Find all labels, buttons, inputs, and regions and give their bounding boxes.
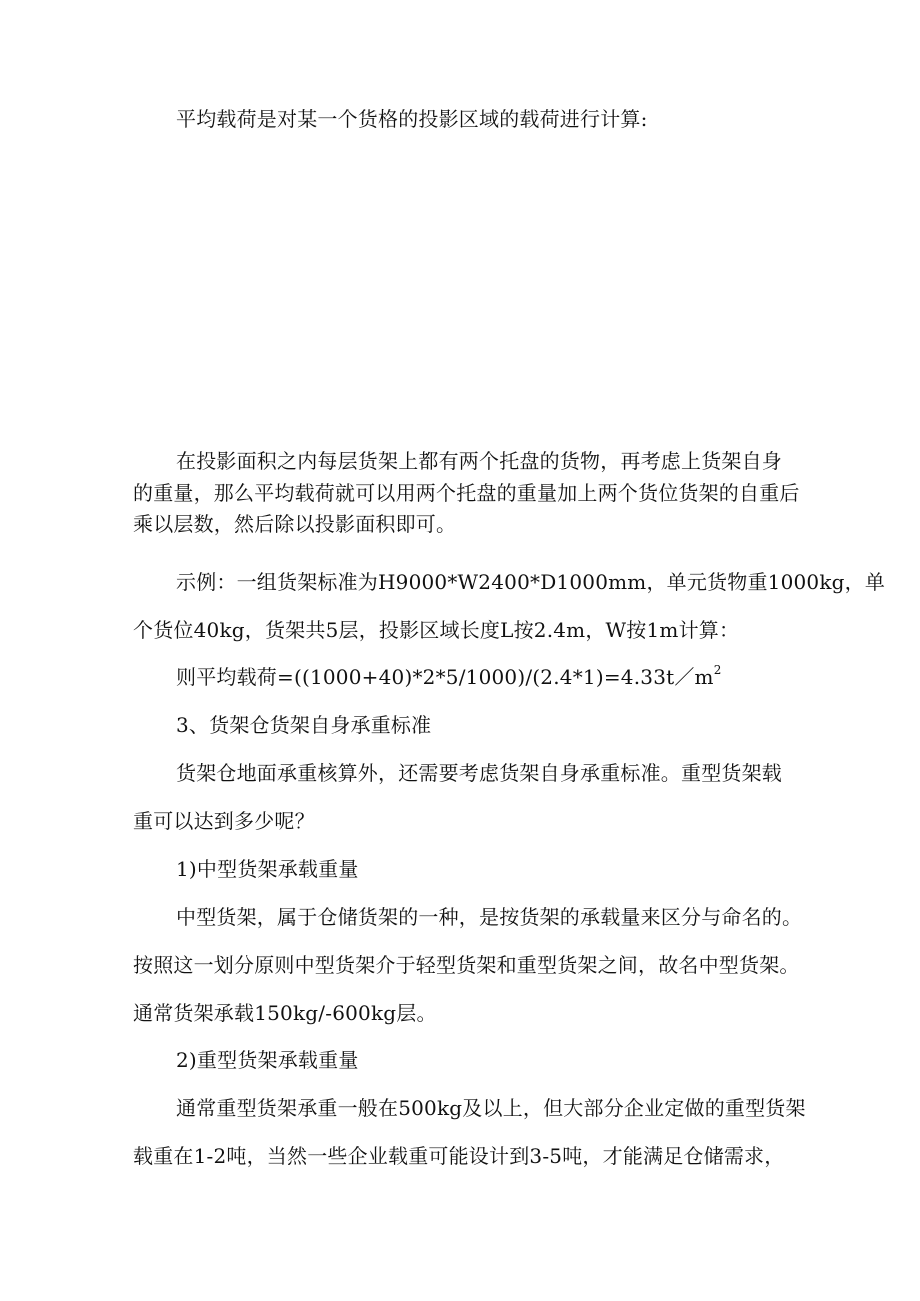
paragraph-floor-load-line-1: 货架仓地面承重核算外，还需要考虑货架自身承重标准。重型货架载	[176, 761, 782, 785]
paragraph-heavy-rack-line-1: 通常重型货架承重一般在500kg及以上，但大部分企业定做的重型货架	[176, 1096, 806, 1120]
paragraph-heavy-rack-line-2: 载重在1-2吨，当然一些企业载重可能设计到3-5吨，才能满足仓储需求，	[133, 1144, 785, 1168]
paragraph-floor-load-line-2: 重可以达到多少呢？	[133, 809, 315, 833]
formula-average-load	[176, 663, 722, 691]
paragraph-projection-line-1: 在投影面积之内每层货架上都有两个托盘的货物，再考虑上货架自身	[176, 449, 782, 473]
paragraph-average-load-intro: 平均载荷是对某一个货格的投影区域的载荷进行计算:	[176, 107, 648, 131]
formula-superscript: 2	[713, 663, 722, 678]
paragraph-medium-rack-line-3: 通常货架承载150kg/-600kg层。	[133, 1001, 437, 1025]
subheading-heavy-rack: 2)重型货架承载重量	[176, 1048, 359, 1072]
paragraph-example-line-2: 个货位40kg，货架共5层，投影区域长度L按2.4m，W按1m计算：	[133, 618, 740, 642]
paragraph-medium-rack-line-2: 按照这一划分原则中型货架介于轻型货架和重型货架之间，故名中型货架。	[133, 953, 800, 977]
paragraph-medium-rack-line-1: 中型货架，属于仓储货架的一种，是按货架的承载量来区分与命名的。	[176, 905, 803, 929]
formula-text: 则平均载荷=((1000+40)*2*5/1000)/(2.4*1)=4.33t／m	[176, 665, 714, 689]
paragraph-projection-line-3: 乘以层数，然后除以投影面积即可。	[133, 512, 457, 536]
subheading-medium-rack: 1)中型货架承载重量	[176, 857, 359, 881]
paragraph-example-line-1: 示例：一组货架标准为H9000*W2400*D1000mm，单元货物重1000kg，单	[176, 570, 886, 594]
paragraph-projection-line-2: 的重量，那么平均载荷就可以用两个托盘的重量加上两个货位货架的自重后	[133, 481, 800, 505]
section-heading-rack-self-load: 3、货架仓货架自身承重标准	[176, 713, 432, 737]
